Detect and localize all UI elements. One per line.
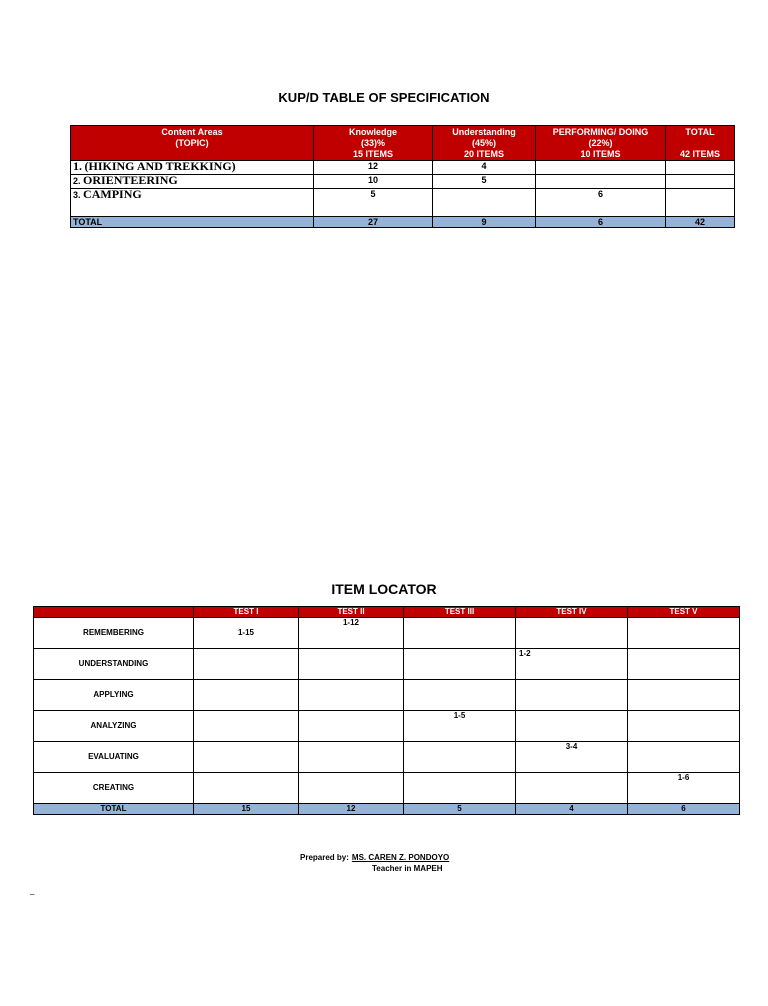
total-label: TOTAL: [71, 217, 314, 228]
locator-cell: [516, 680, 628, 711]
total-label: TOTAL: [34, 804, 194, 815]
locator-cell: [516, 773, 628, 804]
locator-cell: 1-12: [299, 618, 404, 649]
total-cell: 15: [194, 804, 299, 815]
preparer-role: Teacher in MAPEH: [372, 864, 443, 873]
preparer-name: MS. CAREN Z. PONDOYO: [351, 853, 450, 862]
knowledge-cell: 5: [314, 189, 433, 217]
header-test-5: TEST V: [628, 607, 740, 618]
header-test-4: TEST IV: [516, 607, 628, 618]
locator-row: [34, 618, 740, 649]
header-performing: PERFORMING/ DOING (22%) 10 ITEMS: [536, 126, 666, 161]
header-knowledge: Knowledge (33)% 15 ITEMS: [314, 126, 433, 161]
locator-cell: 1-15: [194, 618, 299, 649]
locator-cell: [299, 742, 404, 773]
header-total: TOTAL 42 ITEMS: [666, 126, 735, 161]
level-label: UNDERSTANDING: [34, 649, 194, 680]
locator-cell: 3-4: [516, 742, 628, 773]
locator-row: [34, 742, 740, 773]
total-cell: [666, 189, 735, 217]
locator-cell: [404, 618, 516, 649]
locator-header-row: [34, 607, 740, 618]
total-cell: 12: [299, 804, 404, 815]
total-cell: [666, 175, 735, 189]
total-cell: 4: [516, 804, 628, 815]
total-overall: 42: [666, 217, 735, 228]
table-row: [71, 189, 735, 217]
locator-cell: [628, 742, 740, 773]
header-content-areas: Content Areas (TOPIC): [71, 126, 314, 161]
locator-cell: [194, 773, 299, 804]
locator-cell: [628, 711, 740, 742]
locator-cell: [299, 711, 404, 742]
total-cell: [666, 161, 735, 175]
locator-title: ITEM LOCATOR: [331, 581, 437, 597]
locator-cell: [404, 742, 516, 773]
header-understanding: Understanding (45%) 20 ITEMS: [433, 126, 536, 161]
level-label: REMEMBERING: [34, 618, 194, 649]
locator-cell: [194, 649, 299, 680]
total-knowledge: 27: [314, 217, 433, 228]
tos-title: KUP/D TABLE OF SPECIFICATION: [278, 90, 490, 105]
table-header-row: [71, 126, 735, 161]
header-test-1: TEST I: [194, 607, 299, 618]
total-row: [71, 217, 735, 228]
topic-cell: 3. CAMPING: [71, 189, 314, 217]
topic-cell: 2. ORIENTEERING: [71, 175, 314, 189]
total-understanding: 9: [433, 217, 536, 228]
header-test-3: TEST III: [404, 607, 516, 618]
locator-cell: [299, 773, 404, 804]
knowledge-cell: 12: [314, 161, 433, 175]
total-cell: 6: [628, 804, 740, 815]
total-cell: 5: [404, 804, 516, 815]
locator-cell: [628, 680, 740, 711]
locator-row: [34, 680, 740, 711]
performing-cell: 6: [536, 189, 666, 217]
locator-row: [34, 773, 740, 804]
locator-cell: [628, 618, 740, 649]
level-label: EVALUATING: [34, 742, 194, 773]
locator-cell: [516, 618, 628, 649]
locator-cell: 1-5: [404, 711, 516, 742]
locator-total-row: [34, 804, 740, 815]
locator-row: [34, 649, 740, 680]
page-mark: _: [30, 886, 35, 895]
table-row: [71, 175, 735, 189]
locator-cell: [404, 649, 516, 680]
locator-cell: [194, 711, 299, 742]
prepared-label: Prepared by:: [300, 853, 349, 862]
locator-cell: [194, 680, 299, 711]
performing-cell: [536, 175, 666, 189]
understanding-cell: [433, 189, 536, 217]
locator-row: [34, 711, 740, 742]
locator-cell: [404, 680, 516, 711]
header-blank: [34, 607, 194, 618]
locator-cell: [299, 649, 404, 680]
understanding-cell: 4: [433, 161, 536, 175]
knowledge-cell: 10: [314, 175, 433, 189]
locator-cell: 1-6: [628, 773, 740, 804]
level-label: APPLYING: [34, 680, 194, 711]
total-performing: 6: [536, 217, 666, 228]
prepared-by: [300, 853, 449, 862]
locator-cell: [194, 742, 299, 773]
locator-cell: [404, 773, 516, 804]
level-label: ANALYZING: [34, 711, 194, 742]
locator-cell: 1-2: [516, 649, 628, 680]
header-test-2: TEST II: [299, 607, 404, 618]
locator-cell: [516, 711, 628, 742]
locator-cell: [628, 649, 740, 680]
specification-table: [70, 125, 735, 228]
performing-cell: [536, 161, 666, 175]
level-label: CREATING: [34, 773, 194, 804]
topic-cell: 1. (HIKING AND TREKKING): [71, 161, 314, 175]
understanding-cell: 5: [433, 175, 536, 189]
locator-cell: [299, 680, 404, 711]
item-locator-table: [33, 606, 740, 815]
